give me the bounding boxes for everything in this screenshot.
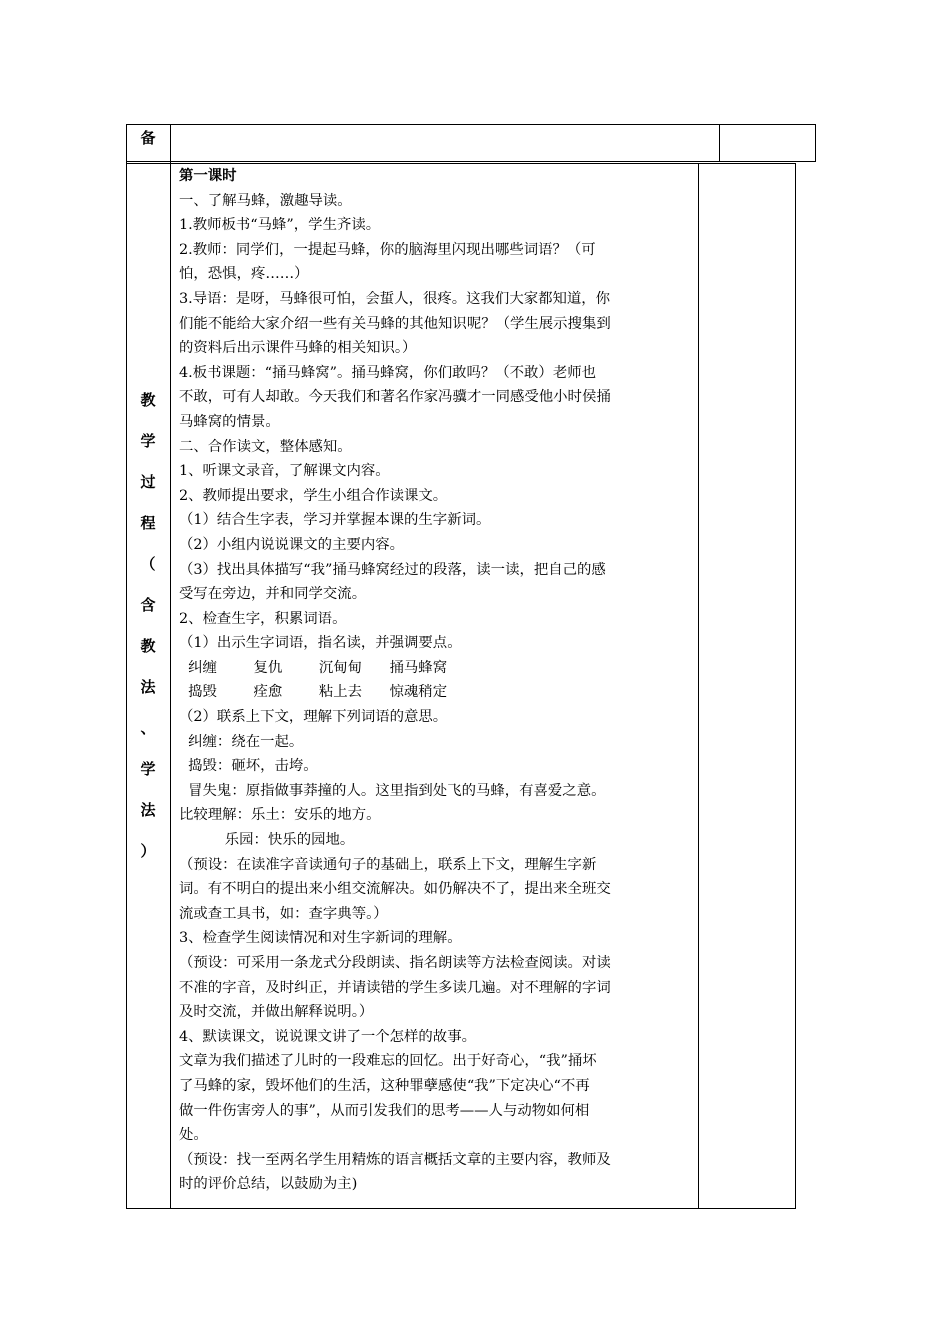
lesson-line: （1）出示生字词语，指名读，并强调要点。 bbox=[179, 635, 462, 652]
lesson-line: 时的评价总结，以鼓励为主) bbox=[179, 1176, 358, 1193]
lesson-line: （3）找出具体描写“我”捅马蜂窝经过的段落，读一读，把自己的感 bbox=[179, 561, 606, 578]
table-divider-row1-right bbox=[719, 124, 720, 162]
lesson-line: （预设：可采用一条龙式分段朗读、指名朗读等方法检查阅读。对读 bbox=[179, 955, 611, 971]
lesson-line: 及时交流，并做出解释说明。） bbox=[179, 1004, 374, 1021]
side-label-char: 含 bbox=[140, 596, 156, 614]
side-label-char: 、 bbox=[140, 719, 156, 737]
lesson-content bbox=[179, 164, 695, 1197]
lesson-line: 流或查工具书，如：查字典等。） bbox=[179, 905, 388, 922]
lesson-line: 马蜂窝的情景。 bbox=[179, 413, 280, 430]
lesson-line: 捣毁：砸坏，击垮。 bbox=[179, 758, 318, 775]
table-border-row1-right bbox=[815, 124, 816, 162]
side-label-char: 法 bbox=[140, 678, 156, 696]
side-label-char: 过 bbox=[140, 473, 156, 491]
side-label-char: 学 bbox=[140, 432, 156, 450]
lesson-line: 1.教师板书“马蜂”，学生齐读。 bbox=[179, 217, 381, 234]
side-label-char: 教 bbox=[140, 391, 156, 409]
lesson-line: 的资料后出示课件马蜂的相关知识。） bbox=[179, 340, 417, 357]
lesson-line: 怕，恐惧，疼……） bbox=[179, 266, 309, 283]
lesson-line: 2、教师提出要求，学生小组合作读课文。 bbox=[179, 487, 448, 504]
side-label-char: 程 bbox=[140, 514, 156, 532]
table-border-top bbox=[126, 124, 816, 125]
lesson-line: 受写在旁边，并和同学交流。 bbox=[179, 586, 367, 603]
table-border-row1-bottom bbox=[126, 161, 816, 162]
lesson-title: 第一课时 bbox=[179, 167, 237, 184]
lesson-line: 2.教师：同学们，一提起马蜂，你的脑海里闪现出哪些词语？（可 bbox=[179, 241, 596, 258]
side-label-char: 学 bbox=[140, 760, 156, 778]
lesson-line: 不准的字音，及时纠正，并请读错的学生多读几遍。对不理解的字词 bbox=[179, 979, 611, 996]
lesson-line: 一、了解马蜂，激趣导读。 bbox=[179, 192, 352, 209]
lesson-line: （预设：找一至两名学生用精炼的语言概括文章的主要内容，教师及 bbox=[179, 1151, 611, 1168]
side-label-char: ） bbox=[140, 842, 156, 860]
lesson-line: 3、检查学生阅读情况和对生字新词的理解。 bbox=[179, 930, 462, 947]
lesson-line: 比较理解：乐土：安乐的地方。 bbox=[179, 807, 381, 824]
lesson-line: 了马蜂的家，毁坏他们的生活，这种罪孽感使“我”下定决心“不再 bbox=[179, 1077, 590, 1094]
table-divider-row2-right bbox=[698, 163, 699, 1209]
lesson-line: 们能不能给大家介绍一些有关马蜂的其他知识呢？（学生展示搜集到 bbox=[179, 315, 611, 332]
top-row-label: 备 bbox=[140, 129, 156, 147]
lesson-line: 词。有不明白的提出来小组交流解决。如仍解决不了，提出来全班交 bbox=[179, 881, 611, 898]
lesson-line: 冒失鬼：原指做事莽撞的人。这里指到处飞的马蜂，有喜爱之意。 bbox=[179, 782, 606, 799]
lesson-line: 乐园：快乐的园地。 bbox=[179, 832, 355, 849]
lesson-line: 不敢，可有人却敢。今天我们和著名作家冯骥才一同感受他小时侯捅 bbox=[179, 389, 611, 406]
lesson-line: 2、检查生字，积累词语。 bbox=[179, 610, 347, 627]
lesson-line: 处。 bbox=[179, 1127, 208, 1144]
table-border-bottom bbox=[126, 1208, 796, 1209]
lesson-line: 纠缠：绕在一起。 bbox=[179, 733, 304, 750]
lesson-line: （预设：在读准字音读通句子的基础上，联系上下文，理解生字新 bbox=[179, 856, 597, 873]
table-border-row2-right bbox=[795, 163, 796, 1209]
lesson-line: （2）联系上下文，理解下列词语的意思。 bbox=[179, 709, 448, 726]
lesson-line: 做一件伤害旁人的事”，从而引发我们的思考——人与动物如何相 bbox=[179, 1102, 590, 1119]
side-label-char: （ bbox=[140, 555, 156, 573]
side-label-char: 教 bbox=[140, 637, 156, 655]
lesson-line: 4.板书课题：“捅马蜂窝”。捅马蜂窝，你们敢吗？（不敢）老师也 bbox=[179, 364, 596, 381]
lesson-lines bbox=[179, 189, 695, 1197]
lesson-line: 二、合作读文，整体感知。 bbox=[179, 438, 352, 455]
side-label bbox=[126, 380, 170, 872]
lesson-line: （2）小组内说说课文的主要内容。 bbox=[179, 536, 405, 553]
lesson-line: 纠缠 复仇 沉甸甸 捅马蜂窝 bbox=[179, 659, 448, 676]
table-divider-label bbox=[170, 124, 171, 1209]
lesson-line: 3.导语：是呀，马蜂很可怕，会蜇人，很疼。这我们大家都知道，你 bbox=[179, 290, 611, 307]
side-label-char: 法 bbox=[140, 801, 156, 819]
lesson-line: 文章为我们描述了儿时的一段难忘的回忆。出于好奇心，“我”捅坏 bbox=[179, 1053, 597, 1070]
lesson-line: 1、听课文录音，了解课文内容。 bbox=[179, 463, 390, 480]
lesson-line: 4、默读课文，说说课文讲了一个怎样的故事。 bbox=[179, 1028, 476, 1045]
lesson-line: （1）结合生字表，学习并掌握本课的生字新词。 bbox=[179, 512, 491, 529]
lesson-line: 捣毁 痊愈 粘上去 惊魂稍定 bbox=[179, 684, 448, 701]
